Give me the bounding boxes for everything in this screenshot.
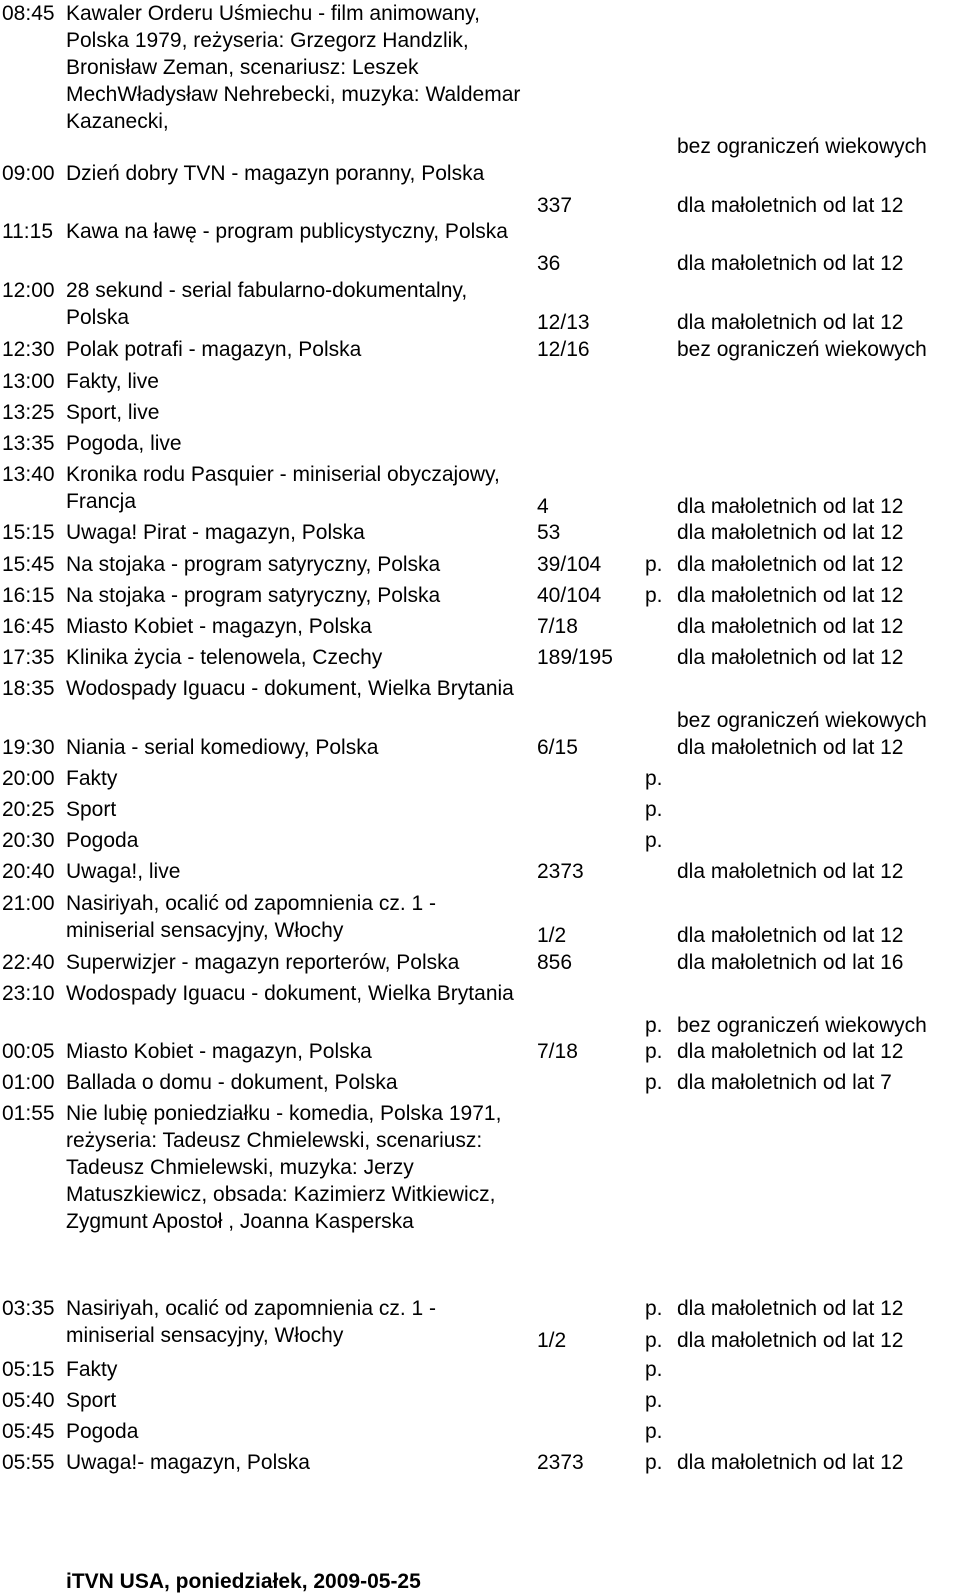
entry-title: Sport [66,1389,117,1412]
entry-time: 13:40 [2,463,55,486]
entry-repeat-marker: p. [645,1451,663,1474]
entry-time: 16:15 [2,584,55,607]
entry-age-rating: dla małoletnich od lat 12 [677,553,904,576]
entry-repeat-marker: p. [645,829,663,852]
entry-time: 13:25 [2,401,55,424]
entry-episode: 40/104 [537,584,602,607]
entry-time: 20:00 [2,767,55,790]
entry-time: 20:25 [2,798,55,821]
entry-title: Nasiriyah, ocalić od zapomnienia cz. 1 - miniserial sensacyjny, Włochy [66,892,437,942]
entry-episode: 4 [537,495,549,518]
entry-title: Na stojaka - program satyryczny, Polska [66,584,441,607]
schedule-footer: iTVN USA, poniedziałek, 2009-05-25 [66,1570,421,1593]
entry-title: Klinika życia - telenowela, Czechy [66,646,383,669]
entry-title: Sport, live [66,401,160,424]
entry-time: 05:15 [2,1358,55,1381]
entry-title: Niania - serial komediowy, Polska [66,736,379,759]
entry-time: 19:30 [2,736,55,759]
entry-time: 12:30 [2,338,55,361]
entry-age-rating: dla małoletnich od lat 12 [677,860,904,883]
entry-repeat-marker: p. [645,1014,663,1037]
entry-age-rating: dla małoletnich od lat 12 [677,495,904,518]
entry-repeat-marker: p. [645,1358,663,1381]
entry-age-rating: dla małoletnich od lat 12 [677,252,904,275]
entry-time: 00:05 [2,1040,55,1063]
entry-episode: 2373 [537,860,584,883]
entry-repeat-marker: p. [645,1420,663,1443]
entry-age-rating: bez ograniczeń wiekowych [677,338,927,361]
entry-episode: 7/18 [537,1040,578,1063]
entry-title: Kronika rodu Pasquier - miniserial obyczajowy, Francja [66,463,500,513]
entry-age-rating: dla małoletnich od lat 12 [677,1040,904,1063]
entry-title: Fakty [66,767,118,790]
entry-age-rating: dla małoletnich od lat 12 [677,584,904,607]
entry-age-rating: dla małoletnich od lat 12 [677,194,904,217]
entry-episode: 1/2 [537,1329,567,1352]
entry-age-rating: dla małoletnich od lat 16 [677,951,904,974]
entry-age-rating: bez ograniczeń wiekowych [677,1014,927,1037]
entry-repeat-marker: p. [645,767,663,790]
entry-title: Uwaga!- magazyn, Polska [66,1451,310,1474]
entry-title: Miasto Kobiet - magazyn, Polska [66,1040,372,1063]
entry-episode: 7/18 [537,615,578,638]
entry-time: 18:35 [2,677,55,700]
entry-repeat-marker: p. [645,798,663,821]
entry-repeat-marker: p. [645,1329,663,1352]
entry-time: 20:30 [2,829,55,852]
entry-repeat-marker: p. [645,1389,663,1412]
entry-title: Ballada o domu - dokument, Polska [66,1071,398,1094]
entry-time: 15:15 [2,521,55,544]
entry-episode: 39/104 [537,553,602,576]
entry-age-rating: dla małoletnich od lat 12 [677,646,904,669]
entry-age-rating: dla małoletnich od lat 12 [677,736,904,759]
entry-age-rating: bez ograniczeń wiekowych [677,709,927,732]
entry-episode: 53 [537,521,561,544]
entry-title: Wodospady Iguacu - dokument, Wielka Brytania [66,677,514,700]
entry-title: Miasto Kobiet - magazyn, Polska [66,615,372,638]
entry-episode: 12/13 [537,311,590,334]
entry-title: Wodospady Iguacu - dokument, Wielka Brytania [66,982,514,1005]
entry-time: 23:10 [2,982,55,1005]
entry-title: Superwizjer - magazyn reporterów, Polska [66,951,460,974]
entry-episode: 337 [537,194,573,217]
entry-title: Fakty, live [66,370,159,393]
entry-time: 21:00 [2,892,55,915]
entry-time: 11:15 [2,220,53,243]
entry-episode: 856 [537,951,573,974]
entry-title: Pogoda [66,829,139,852]
entry-title: Nasiriyah, ocalić od zapomnienia cz. 1 - miniserial sensacyjny, Włochy [66,1297,437,1347]
entry-title: Uwaga!, live [66,860,181,883]
entry-age-rating: dla małoletnich od lat 12 [677,615,904,638]
entry-title: Sport [66,798,117,821]
entry-time: 08:45 [2,2,55,25]
entry-age-rating: dla małoletnich od lat 12 [677,521,904,544]
entry-age-rating: dla małoletnich od lat 12 [677,1451,904,1474]
entry-age-rating: dla małoletnich od lat 12 [677,311,904,334]
entry-repeat-marker: p. [645,1040,663,1063]
entry-time: 22:40 [2,951,55,974]
entry-title: Nie lubię poniedziałku - komedia, Polska 1971, reżyseria: Tadeusz Chmielewski, scenariusz: Tadeusz Chmielewski, muzyka: Jerzy Matuszkiewicz, obsada: Kazimierz Witkiewicz, Zygmunt Apostoł , Joanna Kasperska [66,1102,502,1233]
entry-episode: 36 [537,252,561,275]
entry-title: Dzień dobry TVN - magazyn poranny, Polska [66,162,485,185]
entry-title: Kawaler Orderu Uśmiechu - film animowany, Polska 1979, reżyseria: Grzegorz Handzlik, Bronisław Zeman, scenariusz: Leszek MechWładysław Nehrebecki, muzyka: Waldemar Kazanecki, [66,2,521,133]
entry-age-rating: dla małoletnich od lat 12 [677,924,904,947]
entry-time: 13:00 [2,370,55,393]
entry-age-rating: bez ograniczeń wiekowych [677,135,927,158]
entry-episode: 12/16 [537,338,590,361]
entry-time: 12:00 [2,279,55,302]
entry-episode: 189/195 [537,646,613,669]
entry-time: 17:35 [2,646,55,669]
entry-repeat-marker: p. [645,1071,663,1094]
entry-title: Pogoda, live [66,432,182,455]
entry-time: 09:00 [2,162,55,185]
entry-episode: 6/15 [537,736,578,759]
entry-title: Kawa na ławę - program publicystyczny, Polska [66,220,508,243]
entry-title: Fakty [66,1358,118,1381]
entry-repeat-marker: p. [645,1297,663,1320]
entry-repeat-marker: p. [645,553,663,576]
entry-time: 05:45 [2,1420,55,1443]
entry-time: 16:45 [2,615,55,638]
entry-age-rating: dla małoletnich od lat 7 [677,1071,892,1094]
entry-time: 01:00 [2,1071,55,1094]
entry-time: 05:40 [2,1389,55,1412]
entry-time: 01:55 [2,1102,55,1125]
entry-episode: 1/2 [537,924,567,947]
entry-repeat-marker: p. [645,584,663,607]
entry-episode: 2373 [537,1451,584,1474]
entry-age-rating: dla małoletnich od lat 12 [677,1329,904,1352]
entry-age-rating: dla małoletnich od lat 12 [677,1297,904,1320]
entry-title: Pogoda [66,1420,139,1443]
entry-time: 20:40 [2,860,55,883]
entry-time: 03:35 [2,1297,55,1320]
entry-time: 05:55 [2,1451,55,1474]
entry-title: Na stojaka - program satyryczny, Polska [66,553,441,576]
entry-title: 28 sekund - serial fabularno-dokumentalny, Polska [66,279,468,329]
entry-time: 15:45 [2,553,55,576]
entry-title: Polak potrafi - magazyn, Polska [66,338,362,361]
entry-time: 13:35 [2,432,55,455]
entry-title: Uwaga! Pirat - magazyn, Polska [66,521,365,544]
